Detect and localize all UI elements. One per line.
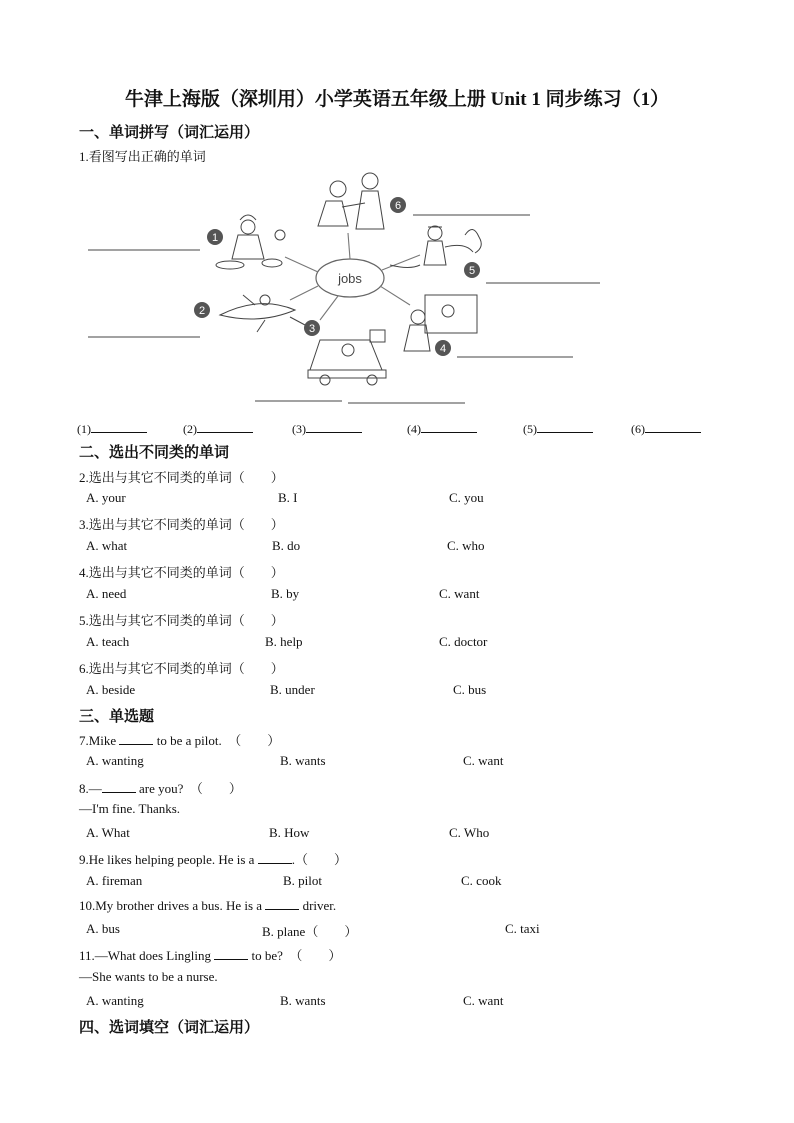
q7-option-c[interactable]: C. want xyxy=(463,753,504,768)
q11-blank[interactable] xyxy=(214,947,248,960)
q10-blank[interactable] xyxy=(265,897,299,910)
q3-option-c[interactable]: C. who xyxy=(447,538,485,553)
q9-blank[interactable] xyxy=(258,851,292,864)
q1-stem: 1.看图写出正确的单词 xyxy=(79,149,206,164)
q2-option-b[interactable]: B. I xyxy=(278,490,298,505)
q11-option-b[interactable]: B. wants xyxy=(280,993,326,1008)
q9-option-a[interactable]: A. fireman xyxy=(86,873,143,888)
q10-option-a[interactable]: A. bus xyxy=(86,921,120,936)
q6-stem: 6.选出与其它不同类的单词（ ） xyxy=(79,661,284,676)
q6-option-c[interactable]: C. bus xyxy=(453,682,487,697)
q11-stem-pre: 11.—What does Lingling xyxy=(79,948,212,963)
number-2: 2 xyxy=(198,305,206,317)
q5-option-b[interactable]: B. help xyxy=(265,634,303,649)
q10-stem-post: driver. xyxy=(302,898,337,913)
q2-option-a[interactable]: A. your xyxy=(86,490,126,505)
jobs-mind-map xyxy=(80,165,640,410)
q7-stem-post: to be a pilot. （ ） xyxy=(156,733,281,748)
q5-option-c[interactable]: C. doctor xyxy=(439,634,488,649)
q8-blank[interactable] xyxy=(102,780,136,793)
blank-6[interactable] xyxy=(631,420,701,437)
q11-stem-post: to be? （ ） xyxy=(251,948,342,963)
q10-option-c[interactable]: C. taxi xyxy=(505,921,540,936)
page-title: 牛津上海版（深圳用）小学英语五年级上册 Unit 1 同步练习（1） xyxy=(124,89,670,110)
blank-label-2: (2) xyxy=(183,422,197,436)
q4-option-b[interactable]: B. by xyxy=(271,586,300,601)
q6-option-a[interactable]: A. beside xyxy=(86,682,136,697)
q7-option-a[interactable]: A. wanting xyxy=(86,753,144,768)
doctor-illustration xyxy=(318,173,384,229)
number-6: 6 xyxy=(394,200,402,212)
cook-illustration xyxy=(216,215,285,269)
q7-blank[interactable] xyxy=(119,732,153,745)
q6-option-b[interactable]: B. under xyxy=(270,682,315,697)
q11-option-a[interactable]: A. wanting xyxy=(86,993,144,1008)
q4-option-c[interactable]: C. want xyxy=(439,586,480,601)
q3-stem: 3.选出与其它不同类的单词（ ） xyxy=(79,517,284,532)
section3-heading: 三、单选题 xyxy=(79,709,155,725)
blank-label-1: (1) xyxy=(77,422,91,436)
q8-stem-pre: 8.— xyxy=(79,781,102,796)
q10-stem-pre: 10.My brother drives a bus. He is a xyxy=(79,898,263,913)
q11-reply: —She wants to be a nurse. xyxy=(79,969,218,984)
q10-option-b[interactable]: B. plane（ ） xyxy=(262,924,358,939)
q11-stem xyxy=(79,945,341,964)
q9-stem-post: .（ ） xyxy=(291,852,347,867)
q8-stem-post: are you? （ ） xyxy=(139,781,242,796)
q5-stem: 5.选出与其它不同类的单词（ ） xyxy=(79,613,284,628)
blank-label-5: (5) xyxy=(523,422,537,436)
q7-option-b[interactable]: B. wants xyxy=(280,753,326,768)
q11-option-c[interactable]: C. want xyxy=(463,993,504,1008)
q2-option-c[interactable]: C. you xyxy=(449,490,484,505)
blank-1[interactable] xyxy=(77,420,147,437)
blank-2[interactable] xyxy=(183,420,253,437)
q8-stem xyxy=(79,778,242,797)
q4-option-a[interactable]: A. need xyxy=(86,586,127,601)
section4-heading: 四、选词填空（词汇运用） xyxy=(79,1020,260,1036)
section1-heading: 一、单词拼写（词汇运用） xyxy=(79,125,260,141)
center-word: jobs xyxy=(338,271,362,286)
blank-label-4: (4) xyxy=(407,422,421,436)
q4-stem: 4.选出与其它不同类的单词（ ） xyxy=(79,565,284,580)
q8-option-c[interactable]: C. Who xyxy=(449,825,490,840)
q9-stem xyxy=(79,849,347,868)
q7-stem xyxy=(79,730,280,749)
number-3: 3 xyxy=(308,323,316,335)
blank-label-3: (3) xyxy=(292,422,306,436)
q8-option-b[interactable]: B. How xyxy=(269,825,310,840)
q2-stem: 2.选出与其它不同类的单词（ ） xyxy=(79,470,284,485)
q5-option-a[interactable]: A. teach xyxy=(86,634,130,649)
driver-illustration xyxy=(308,330,386,385)
number-1: 1 xyxy=(211,232,219,244)
number-4: 4 xyxy=(439,343,447,355)
q9-option-c[interactable]: C. cook xyxy=(461,873,502,888)
blank-4[interactable] xyxy=(407,420,477,437)
q3-option-a[interactable]: A. what xyxy=(86,538,128,553)
pilot-illustration xyxy=(220,295,305,332)
q8-reply: —I'm fine. Thanks. xyxy=(79,801,181,816)
number-5: 5 xyxy=(468,265,476,277)
q9-stem-pre: 9.He likes helping people. He is a xyxy=(79,852,255,867)
q9-option-b[interactable]: B. pilot xyxy=(283,873,323,888)
blank-label-6: (6) xyxy=(631,422,645,436)
section2-heading: 二、选出不同类的单词 xyxy=(79,445,230,461)
blank-5[interactable] xyxy=(523,420,593,437)
q10-stem xyxy=(79,897,336,914)
q3-option-b[interactable]: B. do xyxy=(272,538,301,553)
q8-option-a[interactable]: A. What xyxy=(86,825,130,840)
q7-stem-pre: 7.Mike xyxy=(79,733,117,748)
blank-3[interactable] xyxy=(292,420,362,437)
